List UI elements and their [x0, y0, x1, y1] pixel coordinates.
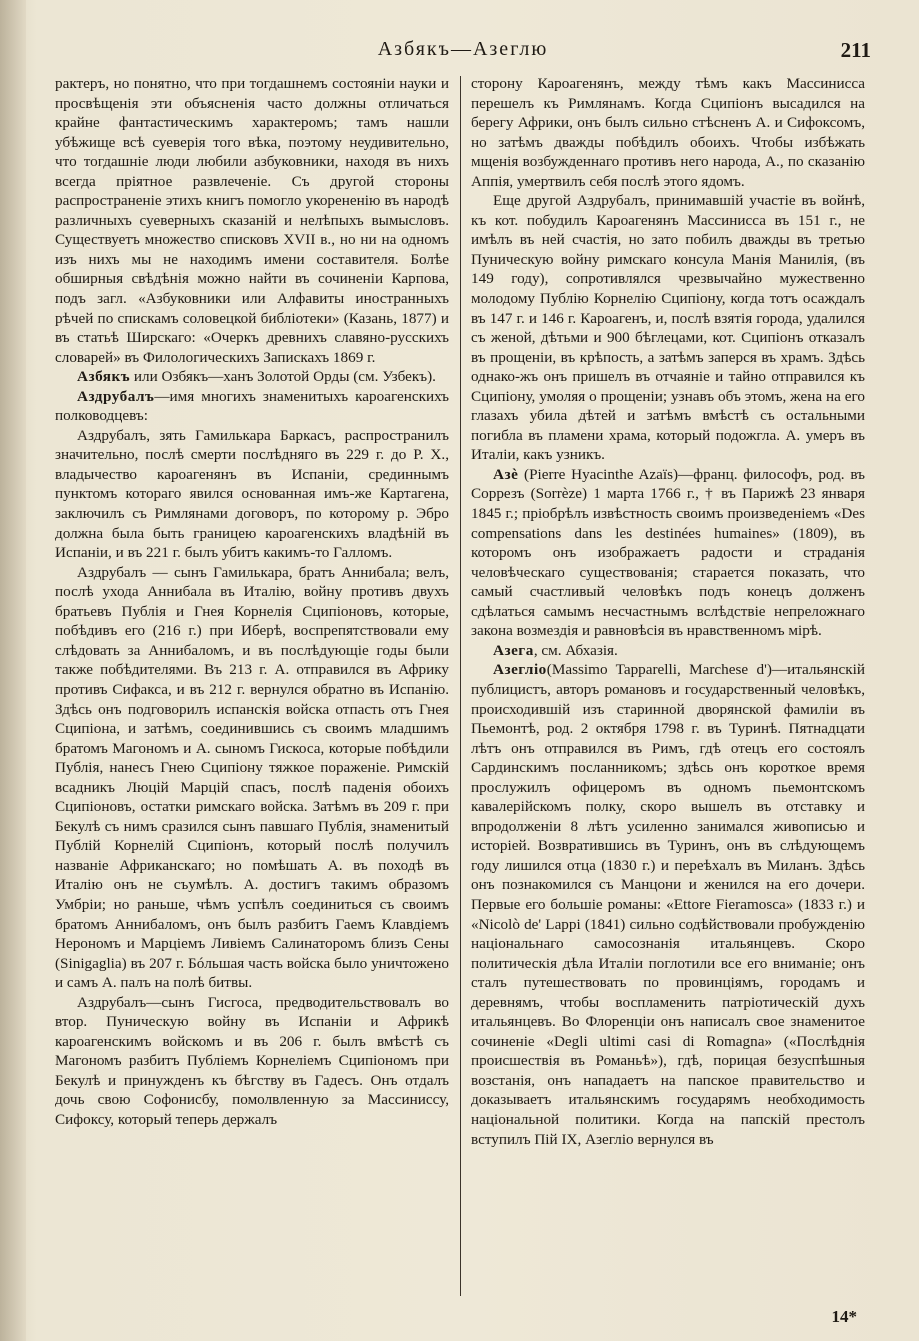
- article-paragraph: Аздрубалъ, зять Гамилькара Баркасъ, распространилъ значительно, послѣ смерти послѣдняго въ 229 г. до Р. Х., владычество кароагенянъ въ Испанiи, срединнымъ пунктомъ котораго явился основанная имъ-же Картагена, заключилъ съ Римлянами договоръ, по которому р. Эбро должна была быть границею кароагенскихъ владѣнiй въ Испанiи, и въ 221 г. былъ убитъ какимъ-то Галломъ.: [55, 426, 449, 562]
- right-column: [471, 74, 865, 1299]
- book-binding-edge: [0, 0, 26, 1341]
- article-paragraph: Аздрубалъ—сынъ Гисгоса, предводительствовалъ во втор. Пуническую войну въ Испанiи и Африкѣ кароагенскимъ войскомъ и въ 206 г. былъ вмѣстѣ съ Магономъ разбитъ Публiемъ Корнелiемъ Сципiономъ при Бекулѣ и принужденъ къ бѣгству въ Гадесъ. Онъ отдалъ дочь свою Софонисбу, помолвленную за Массиниссу, Сифоксу, который теперь держалъ: [55, 993, 449, 1128]
- article-paragraph: рактеръ, но понятно, что при тогдашнемъ состоянiи науки и просвѣщенiя эти объясненiя часто должны отличаться крайне фантастическимъ характеромъ; тамъ нашли убѣжище всѣ суеверiя того вѣка, поэтому неудивительно, что тогдашнiе люди любили азбуковники, находя въ нихъ всегда прiятное развлеченiе. Съ другой стороны распространенiе этихъ книгъ помогло укорененiю въ народѣ различныхъ суеверныхъ сказанiй и нелѣпыхъ вымысловъ. Существуетъ множество списковъ XVII в., но ни на одномъ изъ нихъ мы не находимъ имени составителя. Болѣе обширныя свѣдѣнiя можно найти въ сочиненiи Карпова, подъ загл. «Азбуковники или Алфавиты иностранныхъ рѣчей по спискамъ соловецкой библiотеки» (Казань, 1877) и въ статьѣ Ширскаго: «Очеркъ древнихъ славяно-русскихъ словарей» въ Филологическихъ Запискахъ 1869 г.: [55, 75, 449, 366]
- entry-headword: Азè: [493, 465, 519, 483]
- entry-azdrubal: [55, 387, 449, 426]
- printer-signature: 14*: [831, 1307, 857, 1326]
- article-paragraph: сторону Кароагенянъ, между тѣмъ какъ Массинисса перешелъ къ Римлянамъ. Когда Сципiонъ высадился на берегу Африки, онъ былъ сильно стѣсненъ А. и Сифоксомъ, но затѣмъ дважды побѣдилъ обоихъ. Чтобы избѣжать мщенiя возбужденнаго противъ него народа, А., по сказанiю Аппiя, умертвилъ себя послѣ этого ядомъ.: [471, 75, 865, 190]
- entry-azbyak: [55, 367, 449, 387]
- entry-text: или Озбякъ—ханъ Золотой Орды (см. Узбекъ).: [130, 368, 436, 386]
- entry-text: (Massimo Tapparelli, Marchese d')—итальянскiй публицистъ, авторъ романовъ и государственный человѣкъ, происходившiй изъ старинной дворянской фамилiи въ Пьемонтѣ, род. 2 октября 1798 г. въ Туринѣ. Пятнадцати лѣтъ онъ отправился въ Римъ, гдѣ отецъ его состоялъ Сардинскимъ посланникомъ; здѣсь онъ короткое время прослужилъ офицеромъ въ одномъ пьемонтскомъ кавалерiйскомъ полку, скоро вышелъ въ отставку и впродолженiи 8 лѣтъ усиленно занимался живописью и исторiей. Возвратившись въ Туринъ, онъ въ слѣдующемъ году лишился отца (1830 г.) и переѣхалъ въ Миланъ. Здѣсь онъ познакомился съ Манцони и женился на его дочери. Первые его большiе романы: «Ettore Fieramosca» (1833 г.) и «Nicolò de' Lappi (1841) сильно содѣйствовали пробужденiю нацiональнаго самосознанiя итальянцевъ. Скоро политическiя дѣла Италiи поглотили все его вниманiе; онъ сталъ путешествовать по провинцiямъ, городамъ и деревнямъ, чтобы воспламенить патрiотическiй духъ итальянцевъ. Во Флоренцiи онъ написалъ свое знаменитое сочиненiе «Degli ultimi casi di Romagna» («Послѣднiя происшествiя въ Романьѣ»), гдѣ, порицая безуспѣшныя возстанiя, онъ нападаетъ на папское правительство и доказываетъ итальянскимъ государямъ необходимость нацiональной политики. Когда на папскiй престолъ вступилъ Пiй IX, Азеглiо вернулся въ: [471, 661, 865, 1148]
- entry-headword: Азеглiо: [493, 661, 547, 679]
- entry-aze: [471, 465, 865, 641]
- entry-text: , см. Абхазiя.: [533, 641, 618, 659]
- column-divider: [460, 76, 461, 1296]
- article-paragraph: Аздрубалъ — сынъ Гамилькара, братъ Аннибала; велъ, послѣ ухода Аннибала въ Италiю, войну противъ двухъ братьевъ Публiя и Гнея Корнелiя Сципiоновъ, которые, побѣдивъ его (216 г.) при Иберѣ, воспрепятствовали ему слѣдовать за Аннибаломъ, и въ послѣдующiе годы были также побѣдителями. Въ 213 г. А. отправился въ Африку противъ Сифакса, и въ 212 г. вернулся обратно въ Испанiю. Здѣсь онъ подговорилъ испанскiя войска отпасть отъ Гнея Сципiона, и затѣмъ, соединившись съ своимъ младшимъ братомъ Магономъ и А. сыномъ Гискоса, которые побѣдили Публiя, нанесъ Гнею Сципiону тяжкое пораженiе. Римскiй всадникъ Люцiй Марцiй спасъ, послѣ паденiя обоихъ Сципiоновъ, остатки римскаго войска. Затѣмъ въ 209 г. при Бекулѣ съ нимъ сразился сынъ павшаго Публiя, знаменитый Публiй Корнелiй Сципiонъ, который послѣ получилъ названiе Африканскаго; но помѣшать А. въ походѣ въ Италiю онъ не съумѣлъ. А. достигъ такимъ образомъ Умбрiи; но раньше, чѣмъ успѣлъ соединиться съ своимъ братомъ Аннибаломъ, онъ былъ разбитъ Гаемъ Клавдiемъ Нерономъ и Марцiемъ Ливiемъ Салинаторомъ близъ Сены (Sinigaglia) въ 207 г. Бóльшая часть войска было уничтожено и самъ А. палъ на полѣ битвы.: [55, 563, 449, 992]
- entry-azega: [471, 641, 865, 661]
- entry-azeglio: [471, 660, 865, 1149]
- entry-headword: Азега: [493, 641, 534, 659]
- left-column: [55, 74, 449, 1299]
- page-number: 211: [840, 38, 871, 62]
- entry-text: (Pierre Hyacinthe Azaïs)—франц. философъ, род. въ Соррезъ (Sorrèze) 1 марта 1766 г., † въ Парижѣ 23 января 1845 г.; прiобрѣлъ извѣстность своимъ произведенiемъ «Des compensations dans les destinées humaines» (1809), въ которомъ онъ изображаетъ радости и страданiя человѣческаго существованiя; старается показать, что самый счастливый человѣкъ подъ конецъ долженъ сдѣлаться самымъ несчастнымъ вслѣдствiе непреложнаго закона возмездiя и равновѣсiя въ нравственномъ мiрѣ.: [471, 465, 865, 640]
- entry-headword: Аздрубалъ: [77, 387, 155, 405]
- article-paragraph: Еще другой Аздрубалъ, принимавшiй участiе въ войнѣ, къ кот. побудилъ Кароагенянъ Массинисса въ 151 г., не имѣлъ въ ней счастiя, но зато побилъ дважды въ третью Пуническую войну римскаго консула Манiя Манилiя, (въ 149 году), сопротивлялся чрезвычайно мужественно молодому Публiю Корнелiю Сципiону, когда тотъ осаждалъ въ 147 г. и 146 г. Кароагенъ, и, послѣ взятiя города, удалился съ женой, дѣтьми и 900 бѣглецами, кот. Сципiонъ отказалъ въ прощенiи, въ крѣпость, а затѣмъ заперся въ храмъ. Здѣсь однако-жъ онъ пришелъ въ отчаянiе и тайно отправился къ Сципiону, умоляя о прощенiи; узнавъ объ этомъ, жена на его глазахъ убила дѣтей и затѣмъ вмѣстѣ съ остальными погибла въ пламени храма, который подожгла. А. умеръ въ Италiи, какъ узникъ.: [471, 192, 865, 464]
- entry-headword: Азбякъ: [77, 368, 131, 386]
- page-header: [55, 38, 871, 66]
- entry-text: —имя многихъ знаменитыхъ кароагенскихъ полководцевъ:: [55, 387, 449, 425]
- running-head: Азбякъ—Азеглю: [377, 38, 549, 60]
- text-columns: [55, 74, 865, 1299]
